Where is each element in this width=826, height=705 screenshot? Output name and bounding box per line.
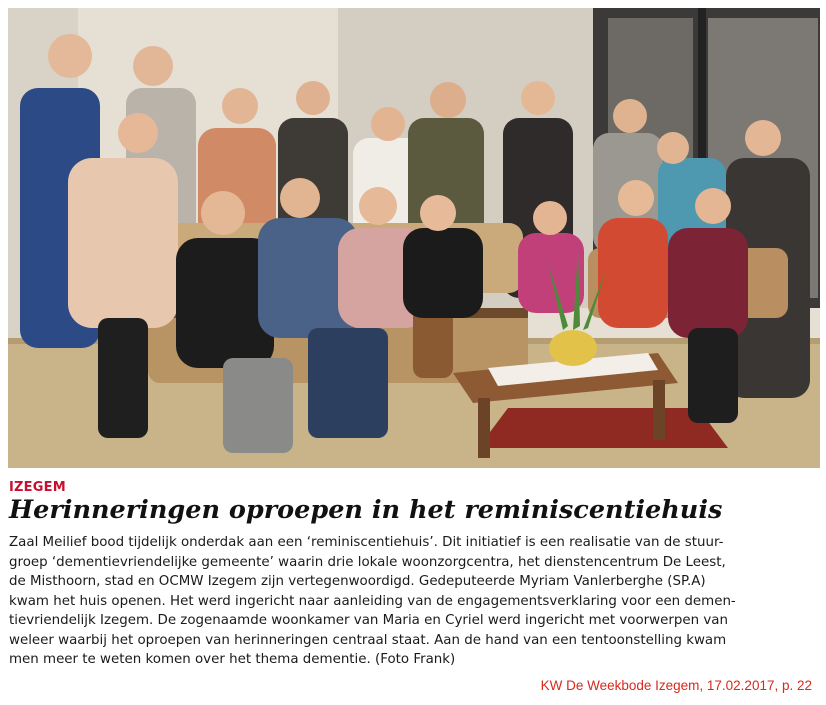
body-line: Zaal Meilief bood tijdelijk onderdak aan een ‘reminiscentiehuis’. Dit initiatief is een realisatie van de stuur- xyxy=(9,535,724,550)
body-line: men meer te weten komen over het thema dementie. (Foto Frank) xyxy=(9,652,456,667)
body-line: groep ‘dementievriendelijke gemeente’ waarin drie lokale woonzorgcentra, het dienstencentrum De Leest, xyxy=(9,554,726,570)
body-line: de Misthoorn, stad en OCMW Izegem zijn vertegenwoordigd. Gedeputeerde Myriam Vanlerberghe (SP.A) xyxy=(9,574,706,589)
body-line: weleer waarbij het oproepen van herinneringen centraal staat. Aan de hand van een tentoonstelling kwam xyxy=(9,632,727,648)
section-kicker: IZEGEM xyxy=(9,480,66,495)
article-headline: Herinneringen oproepen in het reminiscentiehuis xyxy=(9,495,723,525)
body-line: tievriendelijk Izegem. De zogenaamde woonkamer van Maria en Cyriel werd ingericht met voorwerpen van xyxy=(9,613,728,628)
article-body xyxy=(9,533,819,670)
body-line: kwam het huis openen. Het werd ingericht naar aanleiding van de engagementsverklaring voor een demen- xyxy=(9,593,736,609)
group-photo xyxy=(8,8,820,468)
source-citation: KW De Weekbode Izegem, 17.02.2017, p. 22 xyxy=(540,678,812,693)
